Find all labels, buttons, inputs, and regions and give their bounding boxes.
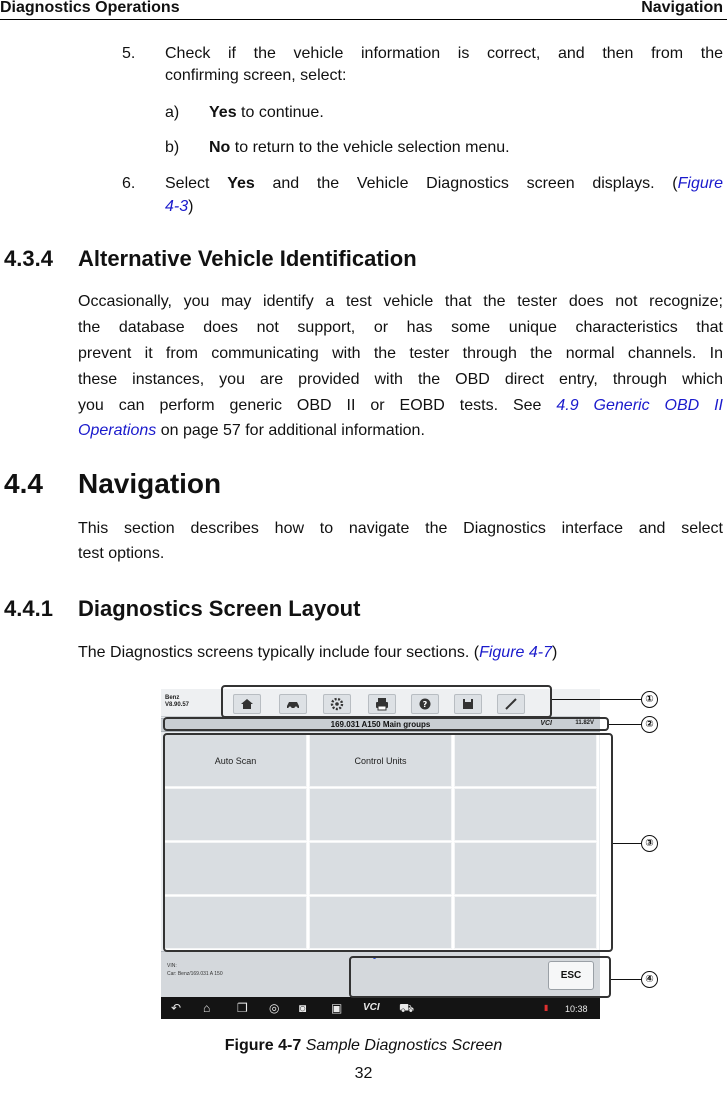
step-6-line-2 bbox=[165, 195, 193, 219]
page-number: 32 bbox=[354, 1065, 373, 1082]
figure-4-3-link-cont[interactable]: 4-3 bbox=[165, 198, 189, 215]
substep-b bbox=[209, 136, 510, 160]
clock: 10:38 bbox=[565, 1004, 588, 1014]
substep-a-text: to continue. bbox=[236, 104, 324, 121]
system-navigation-bar bbox=[161, 997, 600, 1019]
obd-section-link[interactable]: 4.9 Generic OBD II bbox=[556, 397, 724, 414]
paragraph-text: ) bbox=[551, 644, 558, 661]
control-units-button[interactable]: Control Units bbox=[309, 734, 452, 787]
paragraph-line: the database does not support, or has some unique characteristics that bbox=[78, 319, 723, 336]
figure-4-7-link[interactable]: Figure 4-7 bbox=[479, 644, 552, 661]
header-chapter-title: Navigation bbox=[641, 0, 723, 16]
paragraph-text: The Diagnostics screens typically include four sections. ( bbox=[78, 644, 480, 661]
vin-label: VIN: bbox=[167, 963, 177, 969]
step-5-line-2: confirming screen, select: bbox=[165, 67, 347, 84]
step-number: 6. bbox=[122, 175, 136, 192]
paragraph-line: prevent it from communicating with the tester through the normal channels. In bbox=[78, 345, 723, 362]
substep-a-keyword: Yes bbox=[209, 104, 237, 121]
obd-section-link-cont[interactable]: Operations bbox=[78, 422, 157, 439]
camera-icon[interactable]: ◙ bbox=[299, 1001, 307, 1015]
substep-a bbox=[209, 101, 324, 125]
callout-line bbox=[609, 724, 642, 725]
paragraph-line bbox=[78, 394, 723, 418]
section-heading: Alternative Vehicle Identification bbox=[78, 246, 417, 271]
section-heading: Diagnostics Screen Layout bbox=[78, 596, 361, 621]
paragraph-line bbox=[78, 641, 557, 665]
step-6-line-1 bbox=[165, 172, 723, 196]
step-6-post: ) bbox=[188, 198, 194, 215]
paragraph-text: on page 57 for additional information. bbox=[156, 422, 425, 439]
vehicle-details bbox=[167, 962, 223, 978]
vehicle-make: Benz bbox=[165, 695, 180, 701]
section-number: 4.4.1 bbox=[4, 596, 53, 621]
battery-status-icon: ▮ bbox=[544, 1003, 549, 1012]
section-number: 4.3.4 bbox=[4, 246, 53, 271]
callout-2: ② bbox=[641, 716, 658, 733]
substep-b-text: to return to the vehicle selection menu. bbox=[230, 139, 510, 156]
title-bar-highlight bbox=[163, 717, 609, 731]
svg-text:?: ? bbox=[422, 700, 428, 709]
figure-caption bbox=[0, 1034, 727, 1058]
callout-3: ③ bbox=[641, 835, 658, 852]
screen-title: 169.031 A150 Main groups bbox=[330, 720, 431, 729]
software-version: V8.90.57 bbox=[165, 702, 190, 708]
paragraph-line: test options. bbox=[78, 545, 165, 562]
step-6-keyword: Yes bbox=[227, 175, 255, 192]
step-number: 5. bbox=[122, 45, 136, 62]
figure-label: Figure 4-7 bbox=[224, 1037, 302, 1054]
callout-line bbox=[613, 843, 642, 844]
paragraph-line: these instances, you are provided with the OBD direct entry, through which bbox=[78, 371, 723, 388]
display-icon[interactable]: ▣ bbox=[331, 1001, 343, 1015]
esc-button[interactable]: ESC bbox=[548, 961, 594, 990]
step-6-pre: Select bbox=[165, 175, 228, 192]
callout-4: ④ bbox=[641, 971, 658, 988]
callout-line bbox=[611, 979, 642, 980]
nav-vci-icon[interactable]: VCI bbox=[363, 1002, 380, 1013]
section-heading: Navigation bbox=[78, 468, 222, 499]
figure-title: Sample Diagnostics Screen bbox=[305, 1037, 503, 1054]
paragraph-line: Occasionally, you may identify a test vehicle that the tester does not recognize; bbox=[78, 293, 723, 310]
substep-label: b) bbox=[165, 139, 180, 156]
home-icon[interactable]: ⌂ bbox=[203, 1001, 211, 1015]
car-info: Car: Benz/169.031 A 150 bbox=[167, 971, 223, 977]
browser-icon[interactable]: ◎ bbox=[269, 1001, 280, 1015]
paragraph-text: you can perform generic OBD II or EOBD tests. See bbox=[78, 397, 557, 414]
paragraph-line bbox=[78, 419, 425, 443]
main-section-highlight bbox=[163, 733, 613, 952]
function-buttons-highlight bbox=[349, 956, 611, 998]
back-icon[interactable]: ↶ bbox=[171, 1001, 182, 1015]
callout-line bbox=[552, 699, 642, 700]
auto-scan-button[interactable]: Auto Scan bbox=[164, 734, 307, 787]
vci-status: VCI bbox=[540, 720, 552, 727]
running-header bbox=[0, 0, 727, 20]
figure-4-3-link[interactable]: Figure bbox=[677, 175, 723, 192]
recent-apps-icon[interactable]: ❐ bbox=[237, 1001, 248, 1015]
substep-label: a) bbox=[165, 104, 180, 121]
paragraph-line: This section describes how to navigate the Diagnostics interface and select bbox=[78, 520, 723, 537]
step-5-line-1: Check if the vehicle information is correct, and then from the bbox=[165, 45, 723, 62]
battery-voltage: 11.82V bbox=[575, 720, 594, 726]
vehicle-info bbox=[165, 695, 189, 709]
car-icon[interactable]: ⛟ bbox=[399, 1001, 415, 1015]
step-6-mid: and the Vehicle Diagnostics screen displays. ( bbox=[254, 175, 678, 192]
section-number: 4.4 bbox=[4, 468, 43, 499]
header-section-title: Diagnostics Operations bbox=[0, 0, 180, 16]
toolbar-highlight bbox=[221, 685, 552, 718]
callout-1: ① bbox=[641, 691, 658, 708]
substep-b-keyword: No bbox=[209, 139, 231, 156]
